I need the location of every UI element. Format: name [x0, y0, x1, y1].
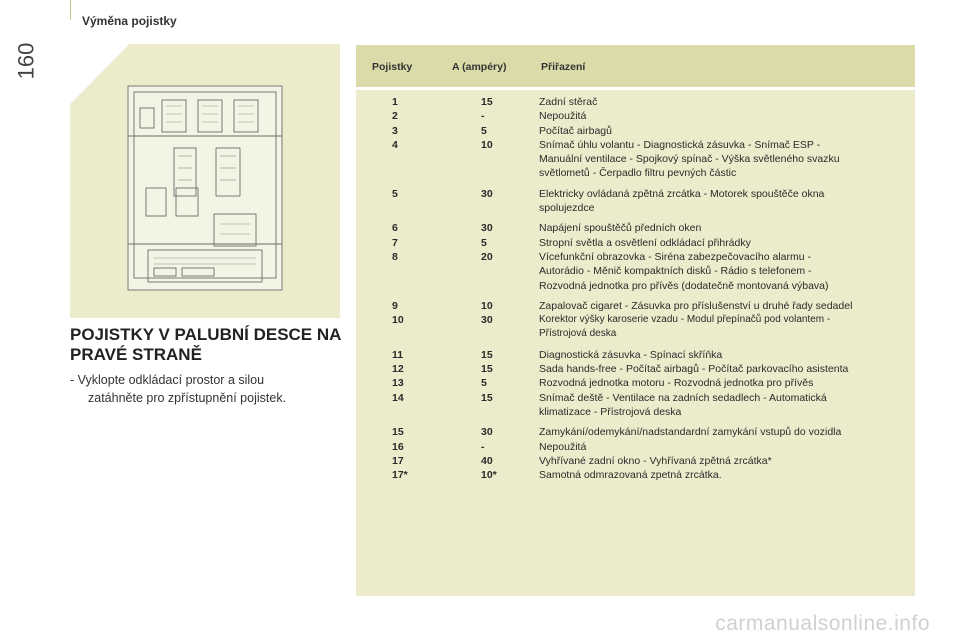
fuse-amps: 20 — [481, 250, 493, 263]
assignment-line: Napájení spouštěčů předních oken — [539, 222, 702, 235]
header-amps: A (ampéry) — [452, 61, 507, 73]
fuse-amps: 10 — [481, 138, 493, 151]
assignment-line: Snímač deště - Ventilace na zadních sedadlech - Automatická — [539, 391, 827, 404]
header-assignment: Přiřazení — [541, 61, 586, 73]
table-row — [356, 376, 915, 390]
section-title: Výměna pojistky — [82, 14, 177, 28]
fuse-assignment — [539, 362, 911, 376]
table-row — [356, 250, 915, 293]
fuse-assignment — [539, 376, 911, 390]
assignment-line: Rozvodná jednotka motoru - Rozvodná jednotka pro přívěs — [539, 377, 814, 390]
fuse-number: 16 — [392, 440, 404, 453]
fuse-number: 11 — [392, 348, 404, 361]
fuse-table — [356, 45, 915, 596]
assignment-line: klimatizace - Přístrojová deska — [539, 405, 682, 418]
table-row — [356, 313, 915, 342]
fuse-amps: - — [481, 440, 485, 453]
table-row — [356, 425, 915, 439]
fuse-amps: - — [481, 110, 485, 123]
fuse-assignment — [539, 454, 911, 468]
table-row — [356, 299, 915, 313]
fuse-number: 14 — [392, 391, 404, 404]
fuse-assignment — [539, 138, 911, 181]
fuse-amps: 30 — [481, 187, 493, 200]
fuse-number: 17 — [392, 454, 404, 467]
table-body — [356, 95, 915, 482]
assignment-line: Nepoužitá — [539, 440, 587, 453]
assignment-line: Sada hands-free - Počítač airbagů - Počítač parkovacího asistenta — [539, 363, 849, 376]
fuse-amps: 30 — [481, 314, 493, 327]
header-divider — [356, 87, 915, 90]
fuse-amps: 40 — [481, 454, 493, 467]
fuse-assignment — [539, 236, 911, 250]
assignment-line: Zamykání/odemykání/nadstandardní zamykání vstupů do vozidla — [539, 426, 842, 439]
fuse-amps: 15 — [481, 391, 493, 404]
table-row — [356, 236, 915, 250]
table-row — [356, 391, 915, 420]
fuse-amps: 5 — [481, 377, 487, 390]
assignment-line: Vícefunkční obrazovka - Siréna zabezpečovacího alarmu - — [539, 250, 811, 263]
fuse-number: 13 — [392, 377, 404, 390]
fuse-amps: 10* — [481, 469, 497, 482]
fuse-number: 15 — [392, 426, 404, 439]
fuse-number: 6 — [392, 222, 398, 235]
assignment-line: Manuální ventilace - Spojkový spínač - Výška světleného svazku — [539, 153, 840, 166]
fuse-amps: 15 — [481, 96, 493, 108]
table-row — [356, 187, 915, 216]
fuse-number: 2 — [392, 110, 398, 123]
page-number: 160 — [13, 42, 39, 80]
fuse-number: 10 — [392, 314, 404, 327]
table-row — [356, 124, 915, 138]
fuse-number: 17* — [392, 469, 408, 482]
assignment-line: Přístrojová deska — [539, 328, 617, 340]
instruction-text — [70, 371, 350, 407]
assignment-line: Počítač airbagů — [539, 124, 612, 137]
fuse-amps: 15 — [481, 363, 493, 376]
fuse-number: 1 — [392, 96, 398, 108]
fuse-assignment — [539, 425, 911, 439]
assignment-line: spolujezdce — [539, 202, 595, 215]
section-heading: POJISTKY V PALUBNÍ DESCE NA PRAVÉ STRANĚ — [70, 325, 341, 364]
fuse-assignment — [539, 250, 911, 293]
assignment-line: Vyhřívané zadní okno - Vyhřívaná zpětná zrcátka* — [539, 454, 772, 467]
fuse-number: 8 — [392, 250, 398, 263]
fuse-amps: 30 — [481, 222, 493, 235]
table-header — [356, 45, 915, 87]
watermark: carmanualsonline.info — [715, 612, 930, 635]
assignment-line: Diagnostická zásuvka - Spínací skříňka — [539, 348, 723, 361]
table-row — [356, 221, 915, 235]
assignment-line: Snímač úhlu volantu - Diagnostická zásuvka - Snímač ESP - — [539, 138, 821, 151]
table-row — [356, 468, 915, 482]
instruction-line-2: zatáhněte pro zpřístupnění pojistek. — [88, 391, 287, 405]
header-fuse: Pojistky — [372, 61, 413, 73]
top-divider-line — [70, 0, 71, 20]
fuse-amps: 5 — [481, 124, 487, 137]
table-row — [356, 109, 915, 123]
fuse-amps: 30 — [481, 426, 493, 439]
assignment-line: Nepoužitá — [539, 110, 587, 123]
fuse-number: 9 — [392, 299, 398, 312]
fuse-assignment — [539, 391, 911, 420]
fuse-assignment — [539, 468, 911, 482]
table-row — [356, 454, 915, 468]
instruction-line-1: - Vyklopte odkládací prostor a silou — [70, 373, 265, 387]
fuse-number: 7 — [392, 236, 398, 249]
fuse-number: 12 — [392, 363, 404, 376]
fuse-assignment — [539, 221, 911, 235]
table-row — [356, 362, 915, 376]
table-row — [356, 348, 915, 362]
assignment-line: Elektricky ovládaná zpětná zrcátka - Motorek spouštěče okna — [539, 187, 825, 200]
fuse-assignment — [539, 313, 911, 342]
fuse-assignment — [539, 440, 911, 454]
assignment-line: Rozvodná jednotka pro přívěs (dodatečně montovaná výbava) — [539, 279, 829, 292]
assignment-line: Zadní stěrač — [539, 96, 598, 108]
fuse-assignment — [539, 187, 911, 216]
fuse-assignment — [539, 95, 911, 109]
table-row — [356, 440, 915, 454]
fuse-amps: 15 — [481, 348, 493, 361]
fuse-number: 5 — [392, 187, 398, 200]
assignment-line: Samotná odmrazovaná zpetná zrcátka. — [539, 469, 722, 482]
fuse-assignment — [539, 299, 911, 313]
fuse-assignment — [539, 109, 911, 123]
assignment-line: Zapalovač cigaret - Zásuvka pro příslušenství u druhé řady sedadel — [539, 299, 853, 312]
fuse-amps: 5 — [481, 236, 487, 249]
fuse-number: 4 — [392, 138, 398, 151]
table-row — [356, 138, 915, 181]
fuse-assignment — [539, 348, 911, 362]
assignment-line: Korektor výšky karoserie vzadu - Modul přepínačů pod volantem - — [539, 314, 831, 326]
fuse-assignment — [539, 124, 911, 138]
table-row — [356, 95, 915, 109]
fuse-number: 3 — [392, 124, 398, 137]
assignment-line: světlometů - Čerpadlo filtru pevných částic — [539, 167, 737, 180]
assignment-line: Stropní světla a osvětlení odkládací přihrádky — [539, 236, 751, 249]
fuse-box-illustration — [70, 44, 340, 318]
fuse-box-diagram — [70, 44, 340, 318]
fuse-amps: 10 — [481, 299, 493, 312]
assignment-line: Autorádio - Měnič kompaktních disků - Rádio s telefonem - — [539, 265, 812, 278]
